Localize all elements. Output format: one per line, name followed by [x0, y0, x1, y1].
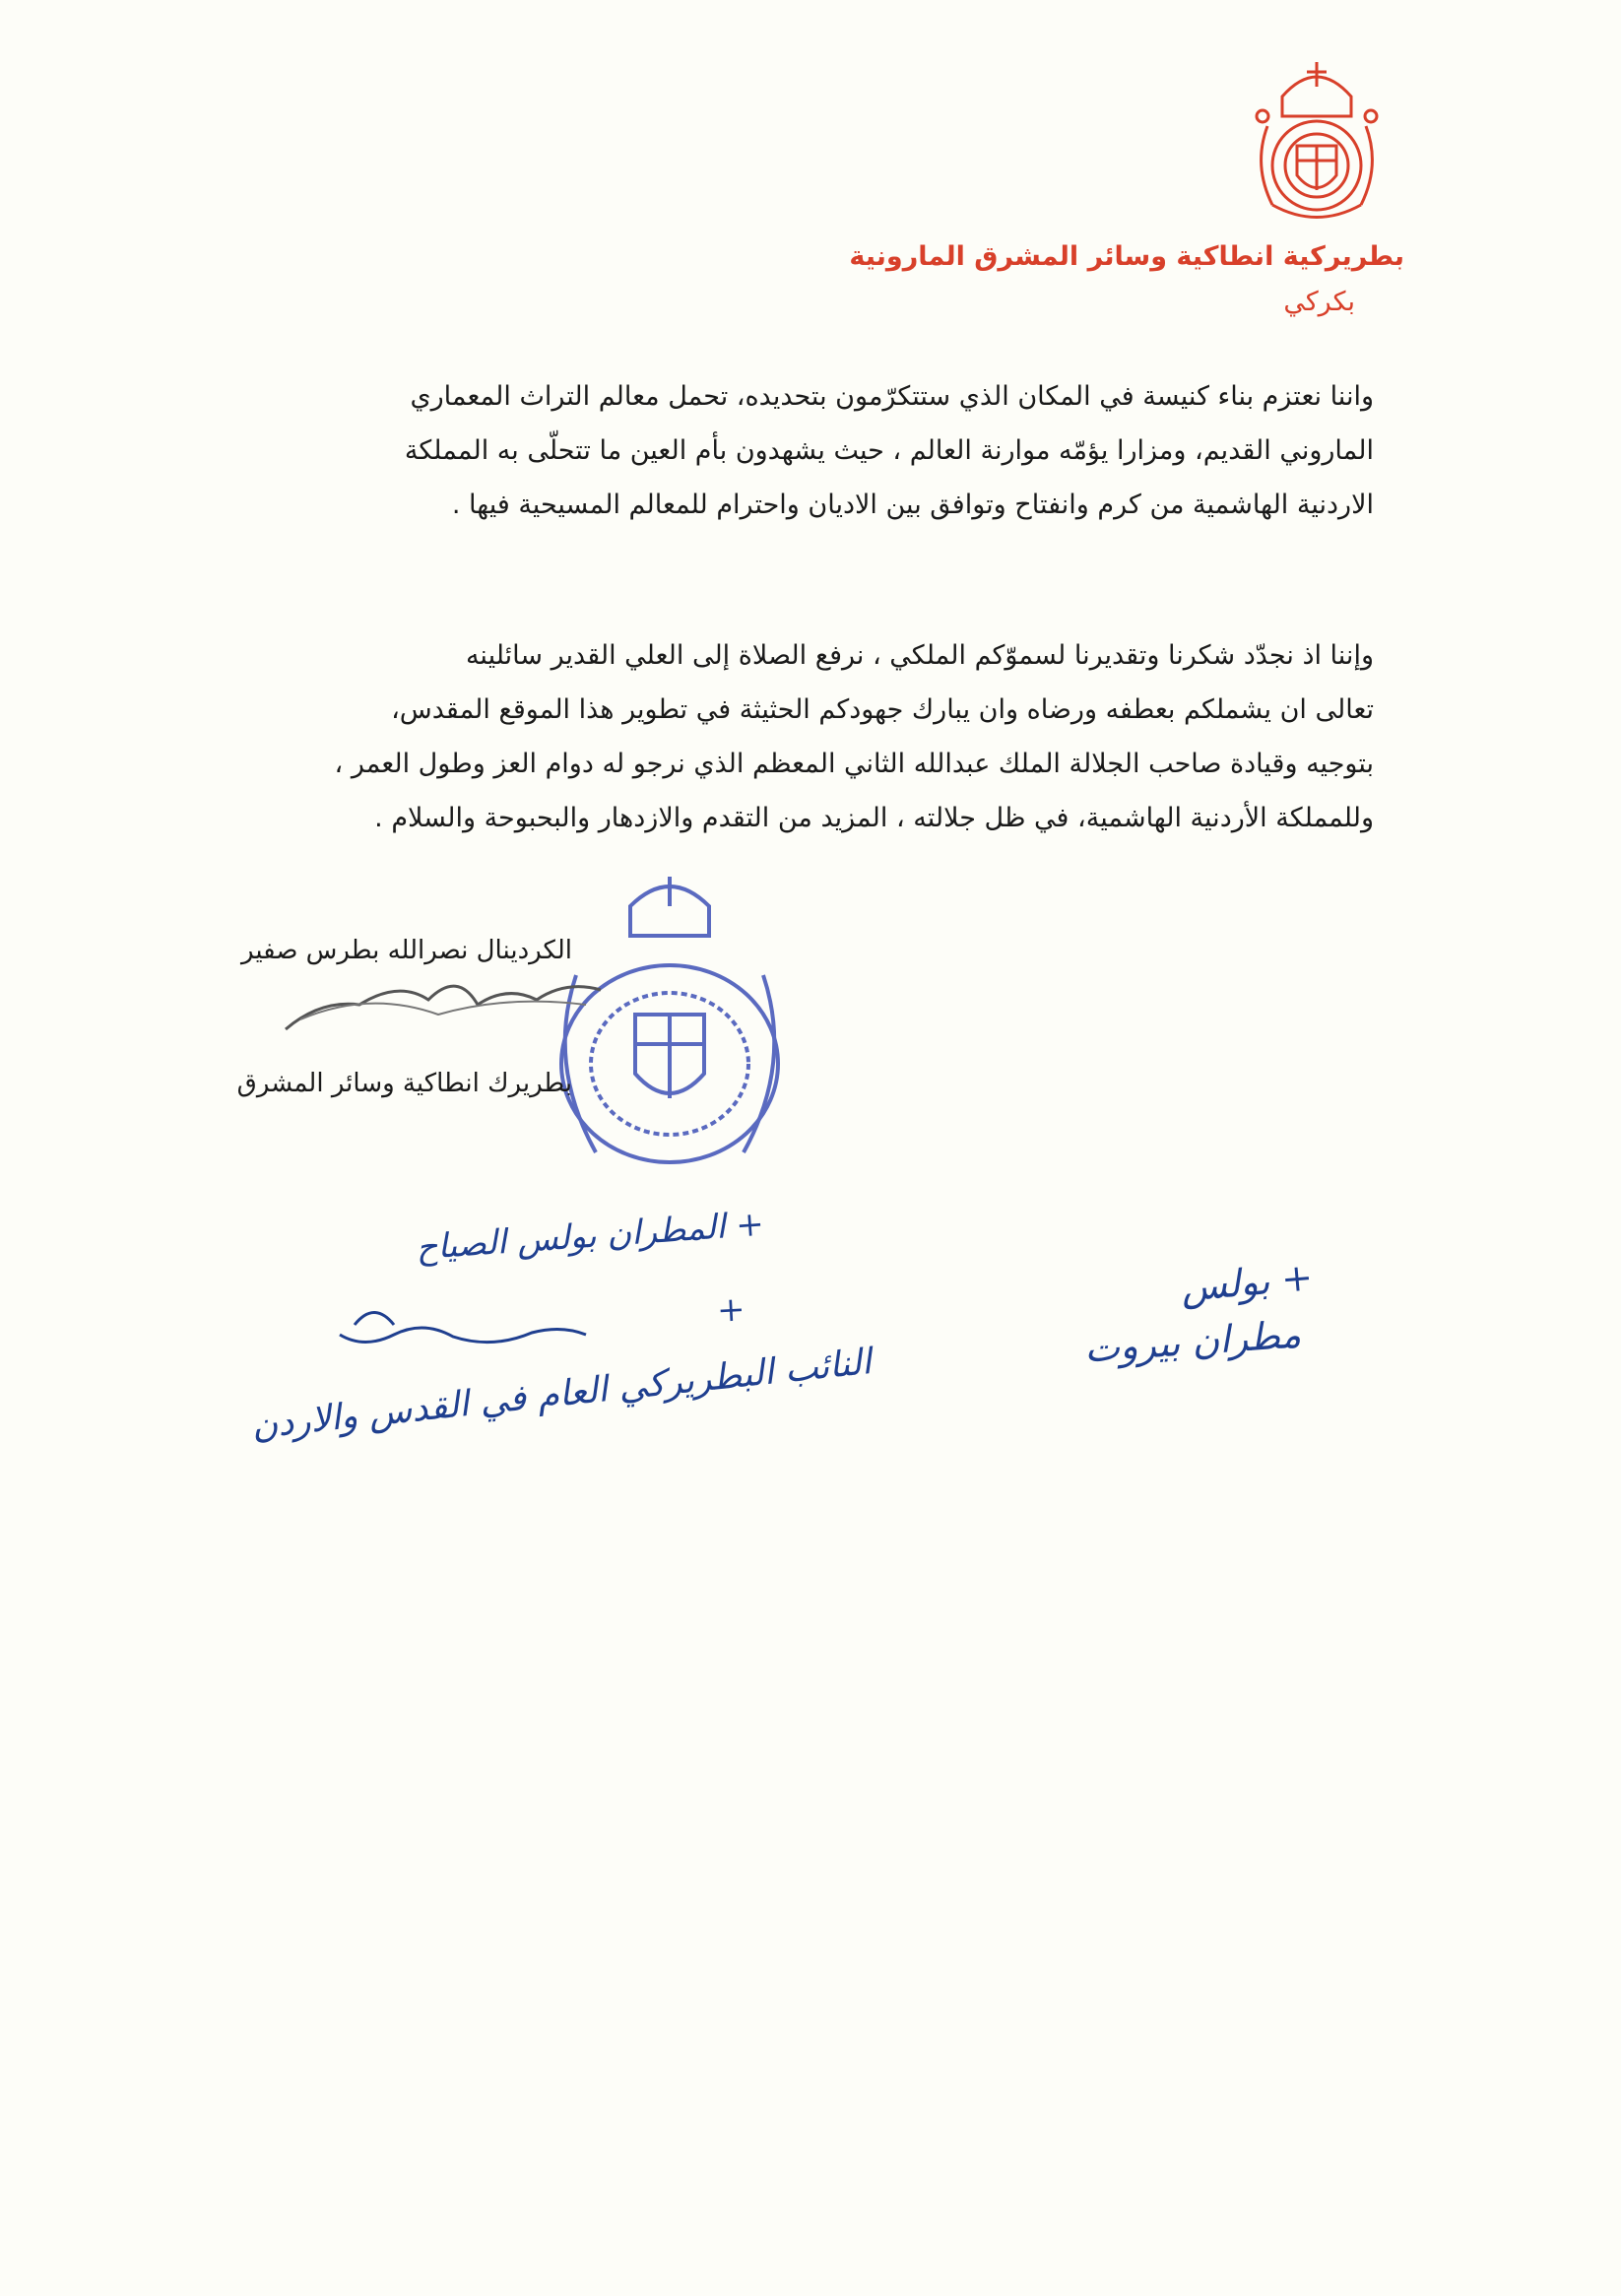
paragraph-line: واننا نعتزم بناء كنيسة في المكان الذي ستتكرّمون بتحديده، تحمل معالم التراث المعماري [410, 381, 1374, 412]
handwritten-signature-icon [335, 1295, 591, 1364]
organization-place: بكركي [1283, 287, 1355, 317]
signatory-title: بطريرك انطاكية وسائر المشرق [236, 1069, 572, 1098]
paragraph-line: بتوجيه وقيادة صاحب الجلالة الملك عبدالله الثاني المعظم الذي نرجو له دوام العز وطول العمر ، [334, 749, 1374, 779]
body-paragraph-1 [266, 369, 1374, 532]
paragraph-line: تعالى ان يشملكم بعطفه ورضاه وان يبارك جهودكم الحثيثة في تطوير هذا الموقع المقدس، [391, 694, 1374, 725]
handwritten-line: مطران بيروت [1082, 1312, 1303, 1371]
body-paragraph-2 [266, 628, 1374, 845]
coat-of-arms-icon [1243, 57, 1391, 234]
paragraph-line: الاردنية الهاشمية من كرم وانفتاح وتوافق بين الاديان واحترام للمعالم المسيحية فيها . [451, 490, 1374, 520]
paragraph-line: الماروني القديم، ومزارا يؤمّه موارنة العالم ، حيث يشهدون بأم العين ما تتحلّى به المملكة [404, 435, 1374, 466]
paragraph-line: وللمملكة الأردنية الهاشمية، في ظل جلالته ، المزيد من التقدم والازدهار والبحبوحة والسلام . [374, 803, 1374, 833]
signatory-name: الكردينال نصرالله بطرس صفير [240, 936, 572, 965]
handwritten-line: النائب البطريركي العام في القدس والاردن [249, 1342, 874, 1447]
signature-scribble-icon [281, 960, 606, 1049]
handwritten-line: + المطران بولس الصياح [415, 1204, 765, 1269]
organization-name: بطريركية انطاكية وسائر المشرق المارونية [849, 241, 1404, 272]
handwritten-line: + بولس [1179, 1255, 1315, 1310]
handwritten-line: + [715, 1289, 746, 1331]
paragraph-line: وإننا اذ نجدّد شكرنا وتقديرنا لسموّكم الملكي ، نرفع الصلاة إلى العلي القدير سائلينه [465, 640, 1374, 671]
